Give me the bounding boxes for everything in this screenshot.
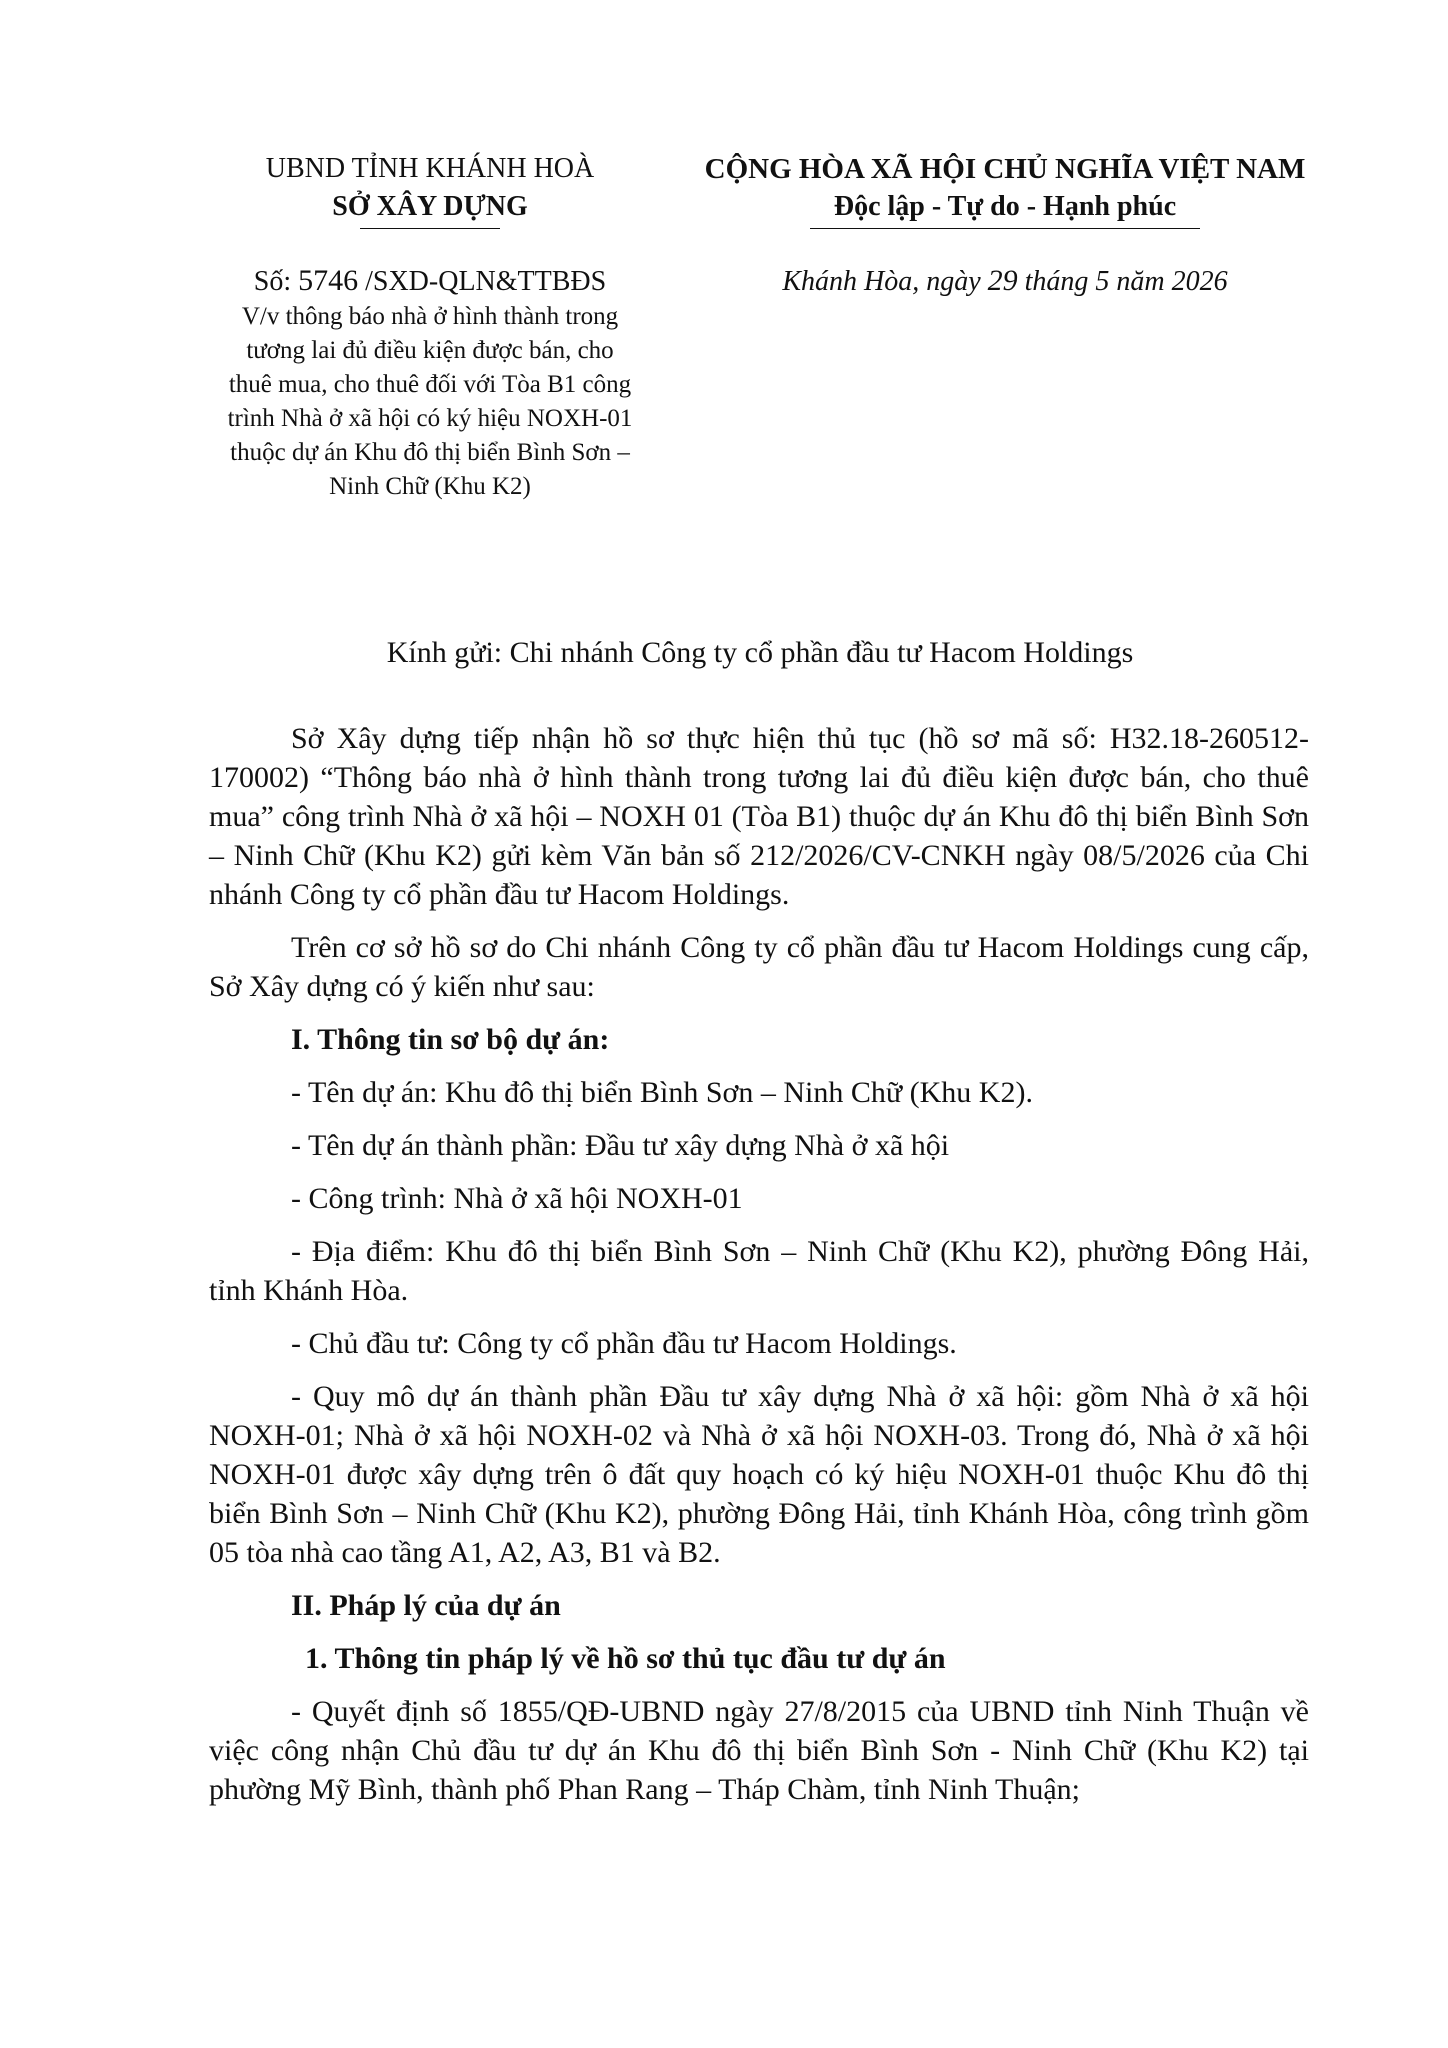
document-number-value: 5746 [298, 264, 359, 297]
document-number [225, 262, 635, 301]
document-number-suffix: /SXD-QLN&TTBĐS [358, 266, 607, 297]
document-body [209, 719, 1309, 1823]
investor-item: - Chủ đầu tư: Công ty cổ phần đầu tư Hacom Holdings. [291, 1327, 957, 1360]
parent-agency: UBND TỈNH KHÁNH HOÀ [265, 153, 595, 184]
subsection-heading-legal-info: 1. Thông tin pháp lý về hồ sơ thủ tục đầu tư dự án [305, 1642, 946, 1675]
document-subject: V/v thông báo nhà ở hình thành trong tương lai đủ điều kiện được bán, cho thuê mua, cho thuê đối với Tòa B1 công trình Nhà ở xã hội có ký hiệu NOXH-01 thuộc dự án Khu đô thị biển Bình Sơn – Ninh Chữ (Khu K2) [227, 303, 633, 500]
section-heading-legal: II. Pháp lý của dự án [291, 1589, 561, 1622]
building-item: - Công trình: Nhà ở xã hội NOXH-01 [291, 1182, 743, 1215]
intro-paragraph: Sở Xây dựng tiếp nhận hồ sơ thực hiện thủ tục (hồ sơ mã số: H32.18-260512-170002) “Thông báo nhà ở hình thành trong tương lai đủ điều kiện được bán, cho thuê mua” công trình Nhà ở xã hội – NOXH 01 (Tòa B1) thuộc dự án Khu đô thị biển Bình Sơn – Ninh Chữ (Khu K2) gửi kèm Văn bản số 212/2026/CV-CNKH ngày 08/5/2026 của Chi nhánh Công ty cổ phần đầu tư Hacom Holdings. [209, 722, 1309, 911]
recipient-line: Kính gửi: Chi nhánh Công ty cổ phần đầu tư Hacom Holdings [386, 636, 1134, 669]
place-date-prefix: Khánh Hòa, ngày [782, 266, 988, 297]
authority-underline [360, 228, 500, 229]
country-name: CỘNG HÒA XÃ HỘI CHỦ NGHĨA VIỆT NAM [704, 153, 1306, 185]
scale-item: - Quy mô dự án thành phần Đầu tư xây dựng Nhà ở xã hội: gồm Nhà ở xã hội NOXH-01; Nhà ở xã hội NOXH-02 và Nhà ở xã hội NOXH-03. Trong đó, Nhà ở xã hội NOXH-01 được xây dựng trên ô đất quy hoạch có ký hiệu NOXH-01 thuộc Khu đô thị biển Bình Sơn – Ninh Chữ (Khu K2), phường Đông Hải, tỉnh Khánh Hòa, công trình gồm 05 tòa nhà cao tầng A1, A2, A3, B1 và B2. [209, 1380, 1309, 1569]
project-name-item: - Tên dự án: Khu đô thị biển Bình Sơn – Ninh Chữ (Khu K2). [291, 1076, 1033, 1109]
opinion-paragraph: Trên cơ sở hồ sơ do Chi nhánh Công ty cổ phần đầu tư Hacom Holdings cung cấp, Sở Xây dựng có ý kiến như sau: [209, 931, 1309, 1003]
date-day: 29 [987, 264, 1018, 297]
place-date [660, 262, 1350, 301]
document-number-prefix: Số: [253, 266, 299, 297]
issuing-department: SỞ XÂY DỰNG [332, 191, 528, 222]
decision-item: - Quyết định số 1855/QĐ-UBND ngày 27/8/2015 của UBND tỉnh Ninh Thuận về việc công nhận Chủ đầu tư dự án Khu đô thị biển Bình Sơn - Ninh Chữ (Khu K2) tại phường Mỹ Bình, thành phố Phan Rang – Tháp Chàm, tỉnh Ninh Thuận; [209, 1695, 1309, 1806]
issuing-authority [225, 150, 635, 229]
national-heading [655, 150, 1355, 229]
motto-underline [810, 228, 1200, 229]
national-motto: Độc lập - Tự do - Hạnh phúc [833, 191, 1177, 222]
place-date-suffix: tháng 5 năm 2026 [1017, 266, 1228, 297]
component-project-item: - Tên dự án thành phần: Đầu tư xây dựng Nhà ở xã hội [291, 1129, 950, 1162]
section-heading-project-info: I. Thông tin sơ bộ dự án: [291, 1023, 610, 1056]
location-item: - Địa điểm: Khu đô thị biển Bình Sơn – Ninh Chữ (Khu K2), phường Đông Hải, tỉnh Khánh Hòa. [209, 1235, 1309, 1307]
